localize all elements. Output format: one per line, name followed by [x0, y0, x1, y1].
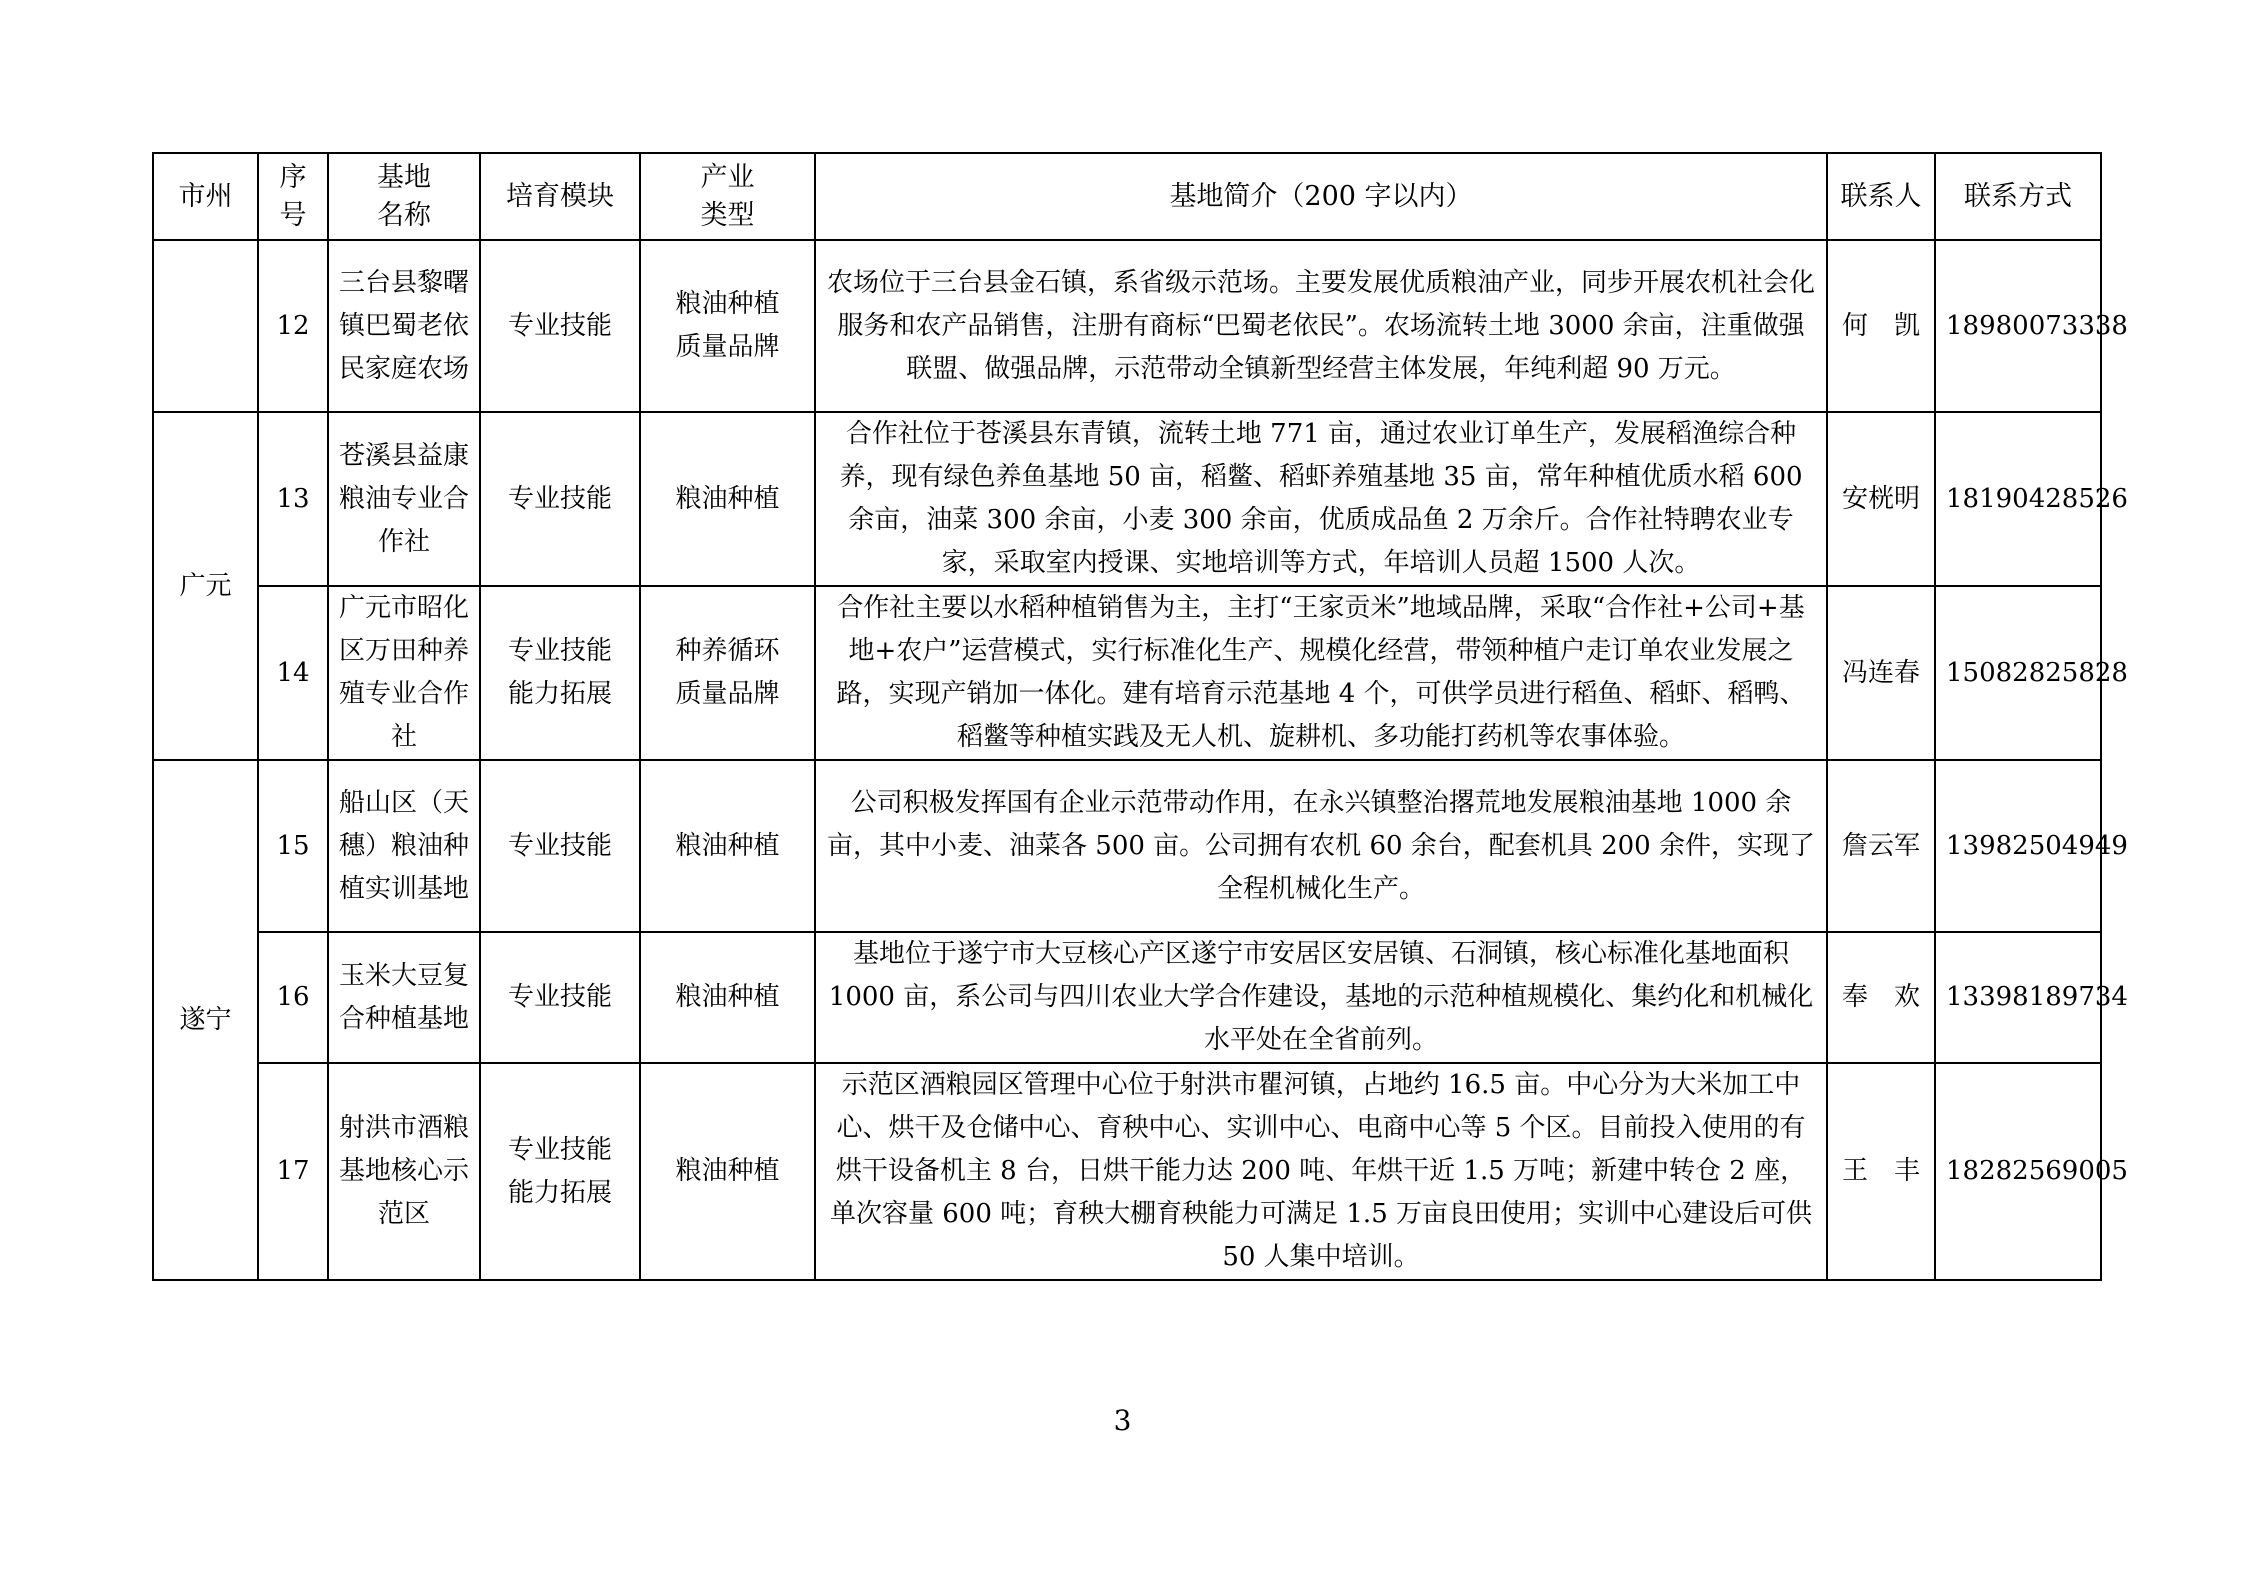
base-name-cell: 广元市昭化区万田种养殖专业合作社 — [328, 586, 480, 760]
industry-cell — [640, 760, 815, 932]
header-row — [153, 153, 2101, 240]
table-row — [153, 932, 2101, 1063]
module-cell — [480, 760, 640, 932]
header-name — [328, 153, 480, 240]
table-row — [153, 412, 2101, 586]
module-line: 专业技能 — [507, 830, 612, 861]
module-line: 专业技能 — [507, 310, 612, 341]
industry-line: 质量品牌 — [675, 332, 780, 362]
intro-cell: 基地位于遂宁市大豆核心产区遂宁市安居区安居镇、石洞镇，核心标准化基地面积 1000 亩，系公司与四川农业大学合作建设，基地的示范种植规模化、集约化和机械化水平处在全省前列。 — [815, 932, 1827, 1063]
seq-cell: 13 — [258, 412, 328, 586]
phone-cell: 18980073338 — [1935, 240, 2101, 412]
table-row — [153, 586, 2101, 760]
city-cell-guangyuan: 广元 — [153, 412, 258, 760]
table-row — [153, 1063, 2101, 1280]
industry-cell — [640, 932, 815, 1063]
header-city: 市州 — [153, 153, 258, 240]
header-industry — [640, 153, 815, 240]
module-line: 专业技能 — [507, 982, 612, 1012]
header-contact: 联系人 — [1827, 153, 1935, 240]
header-phone: 联系方式 — [1935, 153, 2101, 240]
contact-cell: 詹云军 — [1827, 760, 1935, 932]
header-name-line2: 名称 — [377, 199, 431, 231]
seq-cell: 14 — [258, 586, 328, 760]
phone-cell: 15082825828 — [1935, 586, 2101, 760]
industry-cell — [640, 240, 815, 412]
intro-cell: 公司积极发挥国有企业示范带动作用，在永兴镇整治撂荒地发展粮油基地 1000 余亩，其中小麦、油菜各 500 亩。公司拥有农机 60 余台，配套机具 200 余件，实现了全程机械化生产。 — [815, 760, 1827, 932]
seq-cell: 17 — [258, 1063, 328, 1280]
phone-cell: 13398189734 — [1935, 932, 2101, 1063]
base-name-cell: 射洪市酒粮基地核心示范区 — [328, 1063, 480, 1280]
table-row — [153, 240, 2101, 412]
module-cell — [480, 412, 640, 586]
seq-cell: 16 — [258, 932, 328, 1063]
city-cell-suining: 遂宁 — [153, 760, 258, 1280]
industry-cell — [640, 1063, 815, 1280]
page-number: 3 — [1113, 1404, 1132, 1437]
industry-line: 粮油种植 — [675, 483, 780, 514]
module-cell — [480, 240, 640, 412]
contact-cell: 冯连春 — [1827, 586, 1935, 760]
seq-cell: 12 — [258, 240, 328, 412]
contact-cell: 王 丰 — [1827, 1063, 1935, 1280]
industry-line: 粮油种植 — [675, 830, 780, 861]
seq-cell: 15 — [258, 760, 328, 932]
phone-cell: 13982504949 — [1935, 760, 2101, 932]
base-name-cell: 三台县黎曙镇巴蜀老依民家庭农场 — [328, 240, 480, 412]
city-cell — [153, 240, 258, 412]
module-cell — [480, 1063, 640, 1280]
industry-cell — [640, 586, 815, 760]
intro-cell: 合作社位于苍溪县东青镇，流转土地 771 亩，通过农业订单生产，发展稻渔综合种养，现有绿色养鱼基地 50 亩，稻鳖、稻虾养殖基地 35 亩，常年种植优质水稻 600 余亩，油菜 300 余亩，小麦 300 余亩，优质成品鱼 2 万余斤。合作社特聘农业专家，采取室内授课、实地培训等方式，年培训人员超 1500 人次。 — [815, 412, 1827, 586]
module-line: 能力拓展 — [507, 1177, 612, 1208]
phone-cell: 18190428526 — [1935, 412, 2101, 586]
module-cell — [480, 586, 640, 760]
module-line: 专业技能 — [507, 636, 612, 666]
header-intro: 基地简介（200 字以内） — [815, 153, 1827, 240]
module-line: 专业技能 — [507, 1134, 612, 1165]
contact-cell: 何 凯 — [1827, 240, 1935, 412]
header-name-line1: 基地 — [377, 161, 431, 193]
industry-line: 粮油种植 — [675, 1156, 780, 1186]
header-module: 培育模块 — [480, 153, 640, 240]
industry-line: 粮油种植 — [675, 289, 780, 319]
intro-cell: 农场位于三台县金石镇，系省级示范场。主要发展优质粮油产业，同步开展农机社会化服务和农产品销售，注册有商标“巴蜀老依民”。农场流转土地 3000 余亩，注重做强联盟、做强品牌，示范带动全镇新型经营主体发展，年纯利超 90 万元。 — [815, 240, 1827, 412]
contact-cell: 奉 欢 — [1827, 932, 1935, 1063]
module-line: 专业技能 — [507, 483, 612, 514]
base-name-cell: 船山区（天穗）粮油种植实训基地 — [328, 760, 480, 932]
base-info-table — [152, 152, 2128, 1281]
industry-line: 质量品牌 — [675, 679, 780, 709]
phone-cell: 18282569005 — [1935, 1063, 2101, 1280]
module-cell — [480, 932, 640, 1063]
header-industry-line1: 产业 — [700, 161, 755, 193]
intro-cell: 合作社主要以水稻种植销售为主，主打“王家贡米”地域品牌，采取“合作社+公司+基地+农户”运营模式，实行标准化生产、规模化经营，带领种植户走订单农业发展之路，实现产销加一体化。建有培育示范基地 4 个，可供学员进行稻鱼、稻虾、稻鸭、稻鳖等种植实践及无人机、旋耕机、多功能打药机等农事体验。 — [815, 586, 1827, 760]
industry-cell — [640, 412, 815, 586]
table-row — [153, 760, 2101, 932]
intro-cell: 示范区酒粮园区管理中心位于射洪市瞿河镇，占地约 16.5 亩。中心分为大米加工中心、烘干及仓储中心、育秧中心、实训中心、电商中心等 5 个区。目前投入使用的有烘干设备机主 8 台，日烘干能力达 200 吨、年烘干近 1.5 万吨；新建中转仓 2 座，单次容量 600 吨；育秧大棚育秧能力可满足 1.5 万亩良田使用；实训中心建设后可供 50 人集中培训。 — [815, 1063, 1827, 1280]
industry-line: 种养循环 — [675, 636, 780, 666]
industry-line: 粮油种植 — [675, 982, 780, 1012]
module-line: 能力拓展 — [507, 679, 612, 709]
header-seq: 序号 — [258, 153, 328, 240]
contact-cell: 安桄明 — [1827, 412, 1935, 586]
header-industry-line2: 类型 — [700, 199, 755, 231]
base-name-cell: 苍溪县益康粮油专业合作社 — [328, 412, 480, 586]
base-name-cell: 玉米大豆复合种植基地 — [328, 932, 480, 1063]
